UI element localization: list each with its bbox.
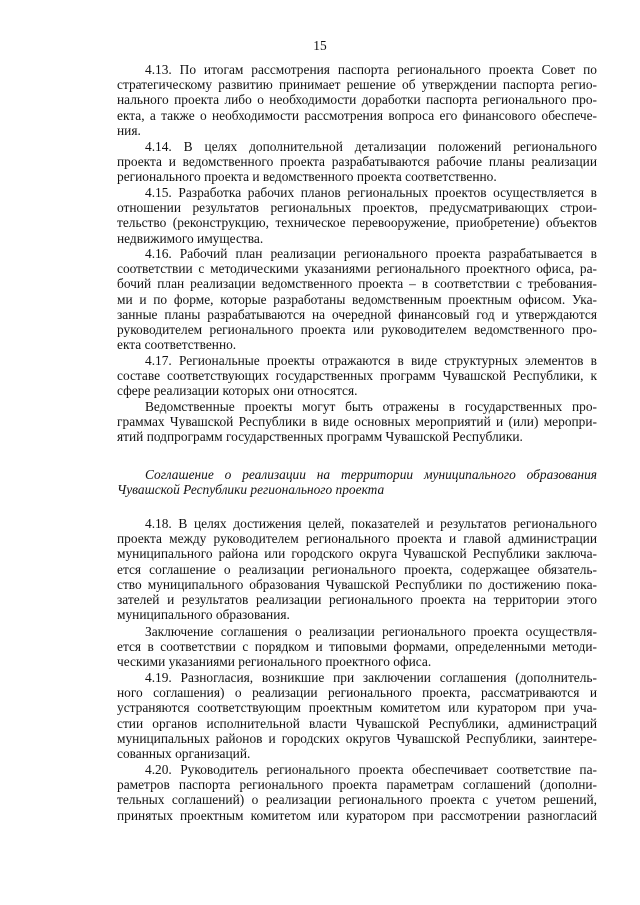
- text-line: 4.17. Региональные проекты отражаются в виде структурных элементов в: [145, 353, 597, 368]
- text-line: муниципального образования.: [117, 607, 290, 623]
- text-line: ми и по форме, которые разработаны ведомственным проектным офисом. Ука-: [117, 291, 597, 307]
- text-line: екта, а также о необходимости рассмотрения вопроса его финансового обеспече-: [117, 107, 597, 123]
- text-line: тельство (реконструкцию, техническое перевооружение, приобретение) объектов: [117, 215, 597, 231]
- text-line: принятых проектным комитетом или куратором при рассмотрении разногласий: [117, 807, 597, 823]
- text-line: регионального проекта и ведомственного проекта соответственно.: [117, 169, 497, 185]
- text-line: 4.16. Рабочий план реализации регионального проекта разрабатывается в: [145, 246, 597, 261]
- text-line: ятий подпрограмм государственных программ Чувашской Республики.: [117, 429, 523, 445]
- text-line: граммах Чувашской Республики в виде основных мероприятий и (или) меропри-: [117, 414, 597, 430]
- text-line: отношении результатов региональных проектов, предусматривающих строи-: [117, 200, 597, 216]
- text-line: екта соответственно.: [117, 337, 237, 353]
- text-line: ческими указаниями регионального проектного офиса.: [117, 654, 432, 670]
- paragraph-4-17: [117, 353, 597, 399]
- text-line: ется соглашение о реализации регионального проекта, содержащее обязатель-: [117, 561, 597, 577]
- paragraph-agreement-conclusion: [117, 624, 597, 670]
- text-line: ного соглашения) о реализации регионального проекта, рассматриваются и: [117, 685, 597, 701]
- paragraph-4-16: [117, 246, 597, 352]
- paragraph-departmental-projects: [117, 399, 597, 445]
- text-line: раметров паспорта регионального проекта параметрам соглашений (дополни-: [117, 777, 597, 793]
- heading-line: Чувашской Республики регионального проекта: [117, 482, 385, 498]
- text-line: ния.: [117, 122, 141, 138]
- text-line: бочий план реализации ведомственного проекта – в соответствии с требования-: [117, 276, 597, 292]
- text-line: ство муниципального образования Чувашской Республики по достижению пока-: [117, 576, 597, 592]
- text-line: 4.15. Разработка рабочих планов региональных проектов осуществляется в: [145, 185, 597, 200]
- text-line: занные планы разрабатываются на очередной финансовый год и утверждаются: [117, 306, 597, 322]
- section-heading: [117, 467, 597, 497]
- text-line: стратегическому развитию принимает решение об утверждении паспорта регио-: [117, 77, 597, 93]
- text-line: проекта между руководителем регионального проекта и главой администрации: [117, 531, 597, 547]
- text-line: зателей и результатов реализации регионального проекта на территории этого: [117, 591, 597, 607]
- text-line: муниципального района или городского округа Чувашской Республики заключа-: [117, 546, 597, 562]
- text-line: 4.18. В целях достижения целей, показателей и результатов регионального: [145, 516, 597, 531]
- text-line: 4.19. Разногласия, возникшие при заключении соглашения (дополнитель-: [145, 670, 597, 685]
- text-line: руководителем регионального проекта или руководителем ведомственного про-: [117, 321, 597, 337]
- text-line: соответствии с методическими указаниями регионального проектного офиса, ра-: [117, 261, 597, 277]
- text-line: проекта и ведомственного проекта разрабатываются рабочие планы реализации: [117, 154, 597, 170]
- paragraph-4-20: [117, 762, 597, 823]
- text-line: муниципальных районов и городских округов Чувашской Республики, заинтере-: [117, 730, 597, 746]
- text-line: 4.20. Руководитель регионального проекта обеспечивает соответствие па-: [145, 762, 597, 777]
- text-line: недвижимого имущества.: [117, 230, 264, 246]
- text-line: устраняются соответствующим проектным комитетом или куратором при уча-: [117, 700, 597, 716]
- paragraph-4-18: [117, 516, 597, 622]
- paragraph-4-13: [117, 62, 597, 138]
- heading-line: Соглашение о реализации на территории муниципального образования: [145, 467, 597, 482]
- text-line: составе соответствующих государственных программ Чувашской Республики, к: [117, 368, 597, 384]
- text-line: сфере реализации которых они относятся.: [117, 383, 358, 399]
- text-line: ется в соответствии с порядком и типовыми формами, определенными методи-: [117, 639, 597, 655]
- paragraph-4-19: [117, 670, 597, 761]
- text-line: стии органов исполнительной власти Чувашской Республики, администраций: [117, 715, 597, 731]
- text-line: нального проекта либо о необходимости доработки паспорта регионального про-: [117, 92, 597, 108]
- paragraph-4-14: [117, 139, 597, 185]
- text-line: Ведомственные проекты могут быть отражены в государственных про-: [145, 399, 597, 414]
- text-line: 4.14. В целях дополнительной детализации положений регионального: [145, 139, 597, 154]
- paragraph-4-15: [117, 185, 597, 246]
- page-number: 15: [313, 38, 327, 53]
- text-line: сованных организаций.: [117, 745, 251, 761]
- text-line: Заключение соглашения о реализации регионального проекта осуществля-: [145, 624, 597, 639]
- text-line: тельных соглашений) о реализации регионального проекта с учетом решений,: [117, 792, 597, 808]
- text-line: 4.13. По итогам рассмотрения паспорта регионального проекта Совет по: [145, 62, 597, 77]
